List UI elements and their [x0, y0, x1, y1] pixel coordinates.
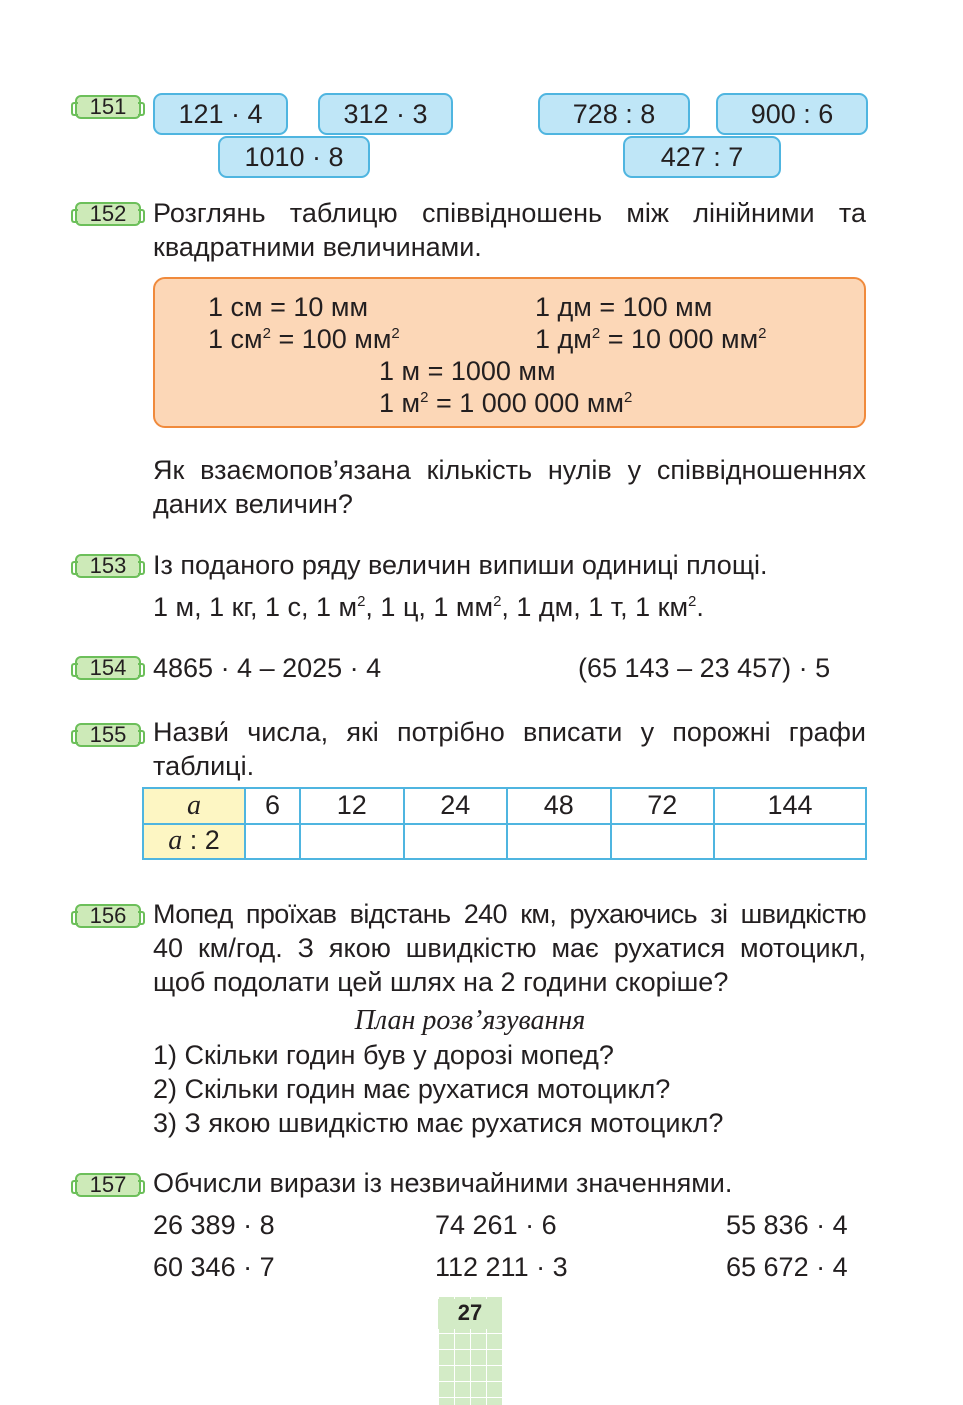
task-text: квадратними величинами. — [153, 232, 482, 262]
table-cell-empty — [300, 824, 404, 860]
task-number-155: 155 — [75, 723, 141, 747]
task-question: даних величин? — [153, 489, 353, 519]
relation-cm: 1 см = 10 мм — [208, 292, 369, 322]
plan-heading: План розв’язування — [354, 1005, 586, 1036]
task-number-154: 154 — [75, 656, 141, 680]
expression-chip: 728 : 8 — [538, 93, 690, 135]
expression-right: (65 143 – 23 457) · 5 — [578, 653, 831, 683]
task-text: Мопед проїхав відстань 240 км, рухаючись зі швидкістю — [153, 899, 866, 929]
table-cell: 144 — [714, 788, 866, 824]
expression-left: 4865 · 4 – 2025 · 4 — [153, 653, 382, 683]
table-row — [143, 824, 866, 860]
expression: 26 389 · 8 — [153, 1210, 275, 1240]
expression: 112 211 · 3 — [435, 1252, 568, 1282]
expression-chip: 121 · 4 — [153, 93, 288, 135]
expression: 65 672 · 4 — [726, 1252, 848, 1282]
table-cell-empty — [245, 824, 300, 860]
task-question: Як взаємопов’язана кількість нулів у співвідношеннях — [153, 455, 866, 485]
page-number: 27 — [438, 1299, 502, 1329]
task-number-152: 152 — [75, 202, 141, 226]
plan-step: 2) Скільки годин має рухатися мотоцикл? — [153, 1074, 671, 1104]
expression-chip: 427 : 7 — [623, 136, 781, 178]
task-number-153: 153 — [75, 554, 141, 578]
units-list: 1 м, 1 кг, 1 с, 1 $м^2$, 1 ц, 1 $мм^2$, 1 дм, 1 т, 1 $км^2$. — [153, 592, 704, 622]
page-number-tab — [438, 1297, 502, 1405]
values-table — [142, 787, 867, 860]
relation-dm2: 1 $дм^2 = 10$ 000 $мм^2$ — [535, 324, 767, 354]
expression-chip: 1010 · 8 — [218, 136, 370, 178]
task-text: Розглянь таблицю співвідношень між лінійними та — [153, 198, 866, 228]
table-cell: 6 — [245, 788, 300, 824]
plan-step: 3) З якою швидкістю має рухатися мотоцикл? — [153, 1108, 724, 1138]
expression-chip: 312 · 3 — [318, 93, 453, 135]
relation-dm: 1 дм = 100 мм — [535, 292, 713, 322]
expression-chip: 900 : 6 — [716, 93, 868, 135]
table-cell-empty — [404, 824, 508, 860]
table-header-cell: a — [143, 788, 245, 824]
table-cell: 24 — [404, 788, 508, 824]
task-text: Обчисли вирази із незвичайними значеннями. — [153, 1168, 733, 1198]
table-cell-empty — [507, 824, 611, 860]
expression: 74 261 · 6 — [435, 1210, 557, 1240]
units-relation-box — [153, 277, 866, 428]
table-row — [143, 788, 866, 824]
table-header-cell: a : 2 — [143, 824, 245, 860]
table-cell: 48 — [507, 788, 611, 824]
relation-m: 1 м = 1000 мм — [379, 356, 556, 386]
plan-step: 1) Скільки годин був у дорозі мопед? — [153, 1040, 614, 1070]
task-text: Із поданого ряду величин випиши одиниці площі. — [153, 550, 768, 580]
table-cell: 72 — [611, 788, 715, 824]
task-text: щоб подолати цей шлях на 2 години скоріше? — [153, 967, 729, 997]
table-cell: 12 — [300, 788, 404, 824]
expression: 55 836 · 4 — [726, 1210, 848, 1240]
task-text: 40 км/год. З якою швидкістю має рухатися мотоцикл, — [153, 933, 866, 963]
relation-m2: 1 $м^2 = 1$ 000 000 $мм^2$ — [379, 388, 633, 418]
task-text: таблиці. — [153, 751, 255, 781]
task-number-157: 157 — [75, 1173, 141, 1197]
table-cell-empty — [714, 824, 866, 860]
task-text: Назви́ числа, які потрібно вписати у порожні графи — [153, 717, 866, 747]
task-number-151: 151 — [75, 95, 141, 119]
task-number-156: 156 — [75, 904, 141, 928]
relation-cm2: 1 $см^2 = 100$ $мм^2$ — [208, 324, 400, 354]
table-cell-empty — [611, 824, 715, 860]
expression: 60 346 · 7 — [153, 1252, 275, 1282]
